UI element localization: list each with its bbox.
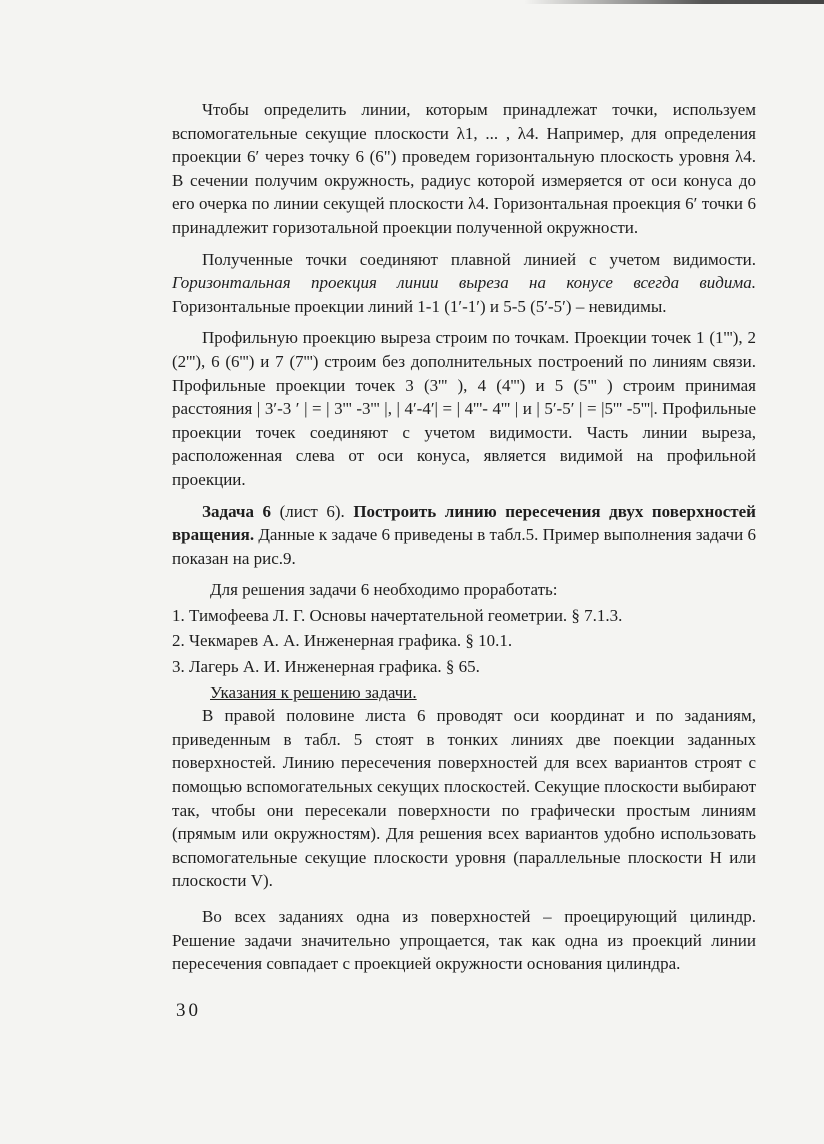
instructions-heading: Указания к решению задачи. [210,682,417,702]
study-intro: Для решения задачи 6 необходимо проработать: [210,580,558,600]
paragraph-task-6 [172,500,756,571]
task-sheet: (лист 6). [271,501,354,521]
connect-points-text: Полученные точки соединяют плавной линией с учетом видимости. [202,249,756,269]
paragraph-connect-points [172,248,756,319]
reference-item: 3. Лагерь А. И. Инженерная графика. § 65. [172,657,480,677]
task-description: Данные к задаче 6 приведены в табл.5. Пример выполнения задачи 6 показан на рис.9. [172,525,756,568]
invisible-lines-note: Горизонтальные проекции линий 1-1 (1′-1′) и 5-5 (5′-5′) – невидимы. [172,296,667,316]
reference-item: 1. Тимофеева Л. Г. Основы начертательной геометрии. § 7.1.3. [172,605,623,625]
paragraph-points-lines: Чтобы определить линии, которым принадлежат точки, используем вспомогательные секущие плоскости λ1, ... , λ4. Например, для определения проекции 6′ через точку 6 (6") проведем горизонтальную плоскость уровня λ4. В сечении получим окружность, радиус которой измеряется от оси конуса до его очерка по линии секущей плоскости λ4. Горизонтальная проекция 6′ точки 6 принадлежит горизотальной проекции полученной окружности. [172,100,756,237]
paragraph-cylinder: Во всех заданиях одна из поверхностей – проецирующий цилиндр. Решение задачи значительно упрощается, так как одна из проекций линии пересечения совпадает с проекцией окружности основания цилиндра. [172,907,756,974]
visibility-note: Горизонтальная проекция линии выреза на конусе всегда видима. [172,273,756,293]
reference-item: 2. Чекмарев А. А. Инженерная графика. § 10.1. [172,631,513,651]
paragraph-instructions: В правой половине листа 6 проводят оси координат и по заданиям, приведенным в табл. 5 стоят в тонких линиях две поекции заданных поверхностей. Линию пересечения поверхностей для всех вариантов строят с помощью вспомогательных секущих плоскостей. Секущие плоскости выбирают так, чтобы они пересекали поверхности по графически простым линиям (прямым или окружностям). Для решения всех вариантов удобно использовать вспомогательные секущие плоскости уровня (параллельные плоскости Н или плоскости V). [172,706,756,891]
task-label: Задача 6 [202,501,272,521]
page-number: 30 [176,1000,201,1021]
scan-edge-line [524,0,824,4]
paragraph-profile-projection: Профильную проекцию выреза строим по точкам. Проекции точек 1 (1'''), 2 (2'''), 6 (6''') и 7 (7''') строим без дополнительных построений по линиям связи. Профильные проекции точек 3 (3''' ), 4 (4''') и 5 (5''' ) строим принимая расстояния | 3′-3 ′ | = | 3''' -3''' |, | 4′-4′| = | 4'''- 4''' | и | 5′-5′ | = |5''' -5'''|. Профильные проекции точек соединяют с учетом видимости. Часть линии выреза, расположенная слева от оси конуса, является видимой на профильной проекции. [172,328,756,489]
task-title: Построить линию пересечения двух поверхностей вращения. [172,501,756,545]
page-body [172,98,756,976]
instructions-heading-line [172,681,756,705]
